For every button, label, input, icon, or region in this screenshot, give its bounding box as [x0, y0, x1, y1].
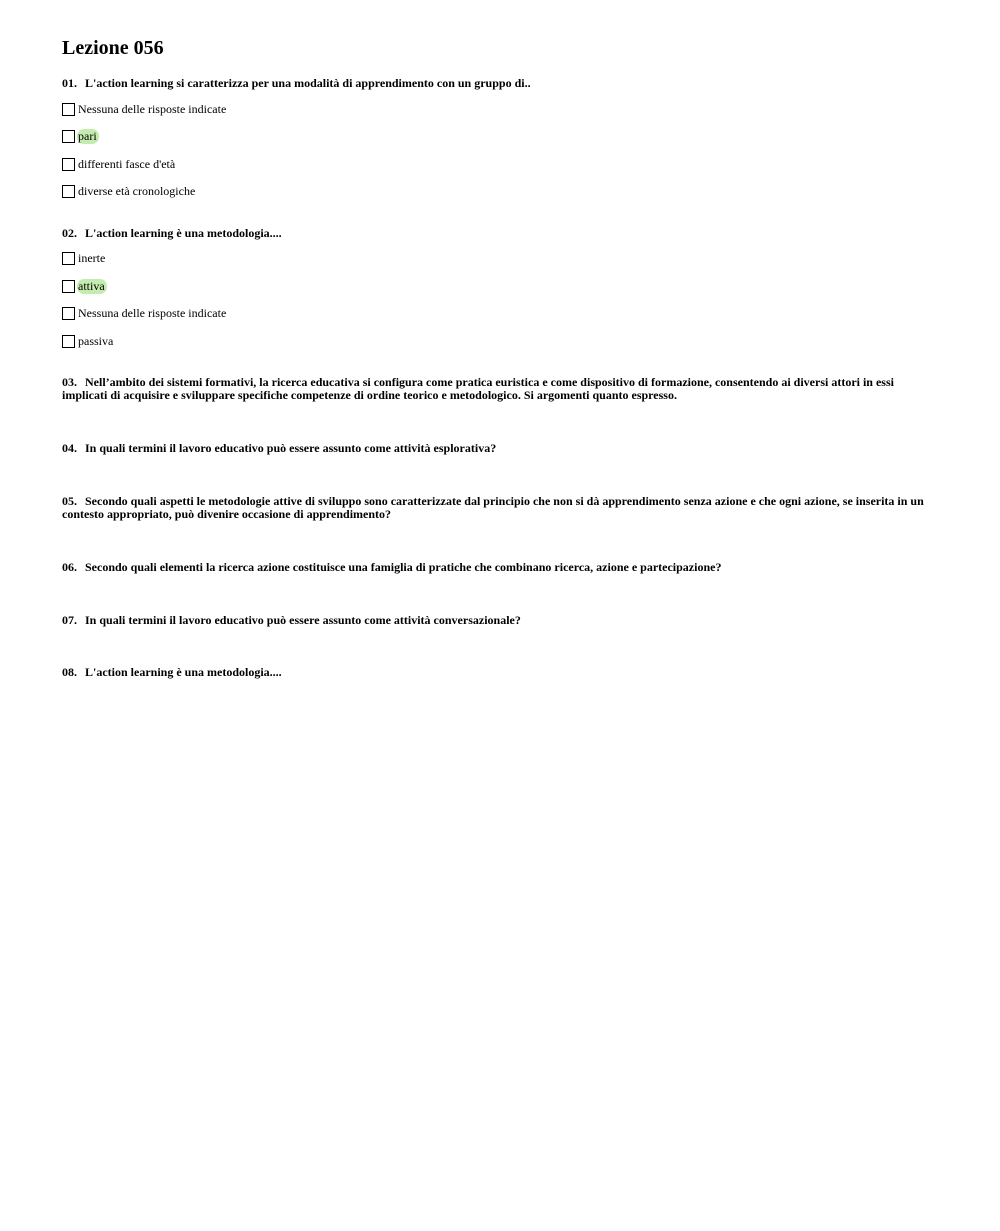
- question-prompt: L'action learning si caratterizza per una modalità di apprendimento con un gruppo di..: [85, 76, 531, 90]
- answer-option[interactable]: [62, 333, 940, 349]
- question-prompt: In quali termini il lavoro educativo può essere assunto come attività conversazionale?: [85, 613, 521, 627]
- page-title: Lezione 056: [62, 37, 164, 59]
- question-prompt: Nell’ambito dei sistemi formativi, la ricerca educativa si configura come pratica euristica e come dispositivo di formazione, consentendo ai diversi attori in essi implicati di acquisire e sviluppare specifiche competenze di ordine teorico e metodologico. Si argomenti quanto espresso.: [62, 375, 894, 402]
- checkbox[interactable]: [62, 307, 75, 320]
- question-text: [62, 495, 940, 521]
- question-prompt: L'action learning è una metodologia....: [85, 225, 282, 240]
- answer-option[interactable]: [62, 129, 940, 145]
- answer-option[interactable]: [62, 278, 940, 294]
- answer-label: Nessuna delle risposte indicate: [78, 101, 227, 116]
- answer-option[interactable]: [62, 251, 940, 267]
- answer-list: [62, 101, 940, 200]
- answer-label: attiva: [78, 278, 105, 293]
- checkbox[interactable]: [62, 130, 75, 143]
- checkbox[interactable]: [62, 185, 75, 198]
- question-01: [62, 77, 940, 200]
- answer-option[interactable]: [62, 101, 940, 117]
- question-text: [62, 227, 940, 240]
- checkbox[interactable]: [62, 158, 75, 171]
- question-text: [62, 442, 940, 455]
- answer-label: pari: [78, 129, 97, 143]
- document-page: [62, 36, 940, 679]
- answer-label: inerte: [78, 251, 106, 265]
- question-text: [62, 666, 940, 679]
- question-prompt: Secondo quali elementi la ricerca azione costituisce una famiglia di pratiche che combinano ricerca, azione e partecipazione?: [85, 560, 722, 574]
- question-number: 01.: [62, 76, 77, 90]
- answer-list: [62, 251, 940, 350]
- question-text: [62, 561, 940, 574]
- checkbox[interactable]: [62, 335, 75, 348]
- question-prompt: Secondo quali aspetti le metodologie attive di sviluppo sono caratterizzate dal principio che non si dà apprendimento senza azione e che ogni azione, se inserita in un contesto appropriato, può divenire occasione di apprendimento?: [62, 494, 924, 521]
- question-text: [62, 376, 940, 402]
- question-number: 05.: [62, 494, 77, 508]
- question-06: [62, 561, 940, 574]
- answer-option[interactable]: [62, 306, 940, 322]
- question-number: 08.: [62, 665, 77, 679]
- question-03: [62, 376, 940, 402]
- question-08: [62, 666, 940, 679]
- question-07: [62, 614, 940, 627]
- question-05: [62, 495, 940, 521]
- checkbox[interactable]: [62, 280, 75, 293]
- question-04: [62, 442, 940, 455]
- question-prompt: In quali termini il lavoro educativo può essere assunto come attività esplorativa?: [85, 441, 497, 455]
- answer-option[interactable]: [62, 184, 940, 200]
- question-number: 04.: [62, 441, 77, 455]
- question-number: 07.: [62, 613, 77, 627]
- question-number: 02.: [62, 225, 77, 240]
- checkbox[interactable]: [62, 103, 75, 116]
- answer-option[interactable]: [62, 156, 940, 172]
- answer-label: Nessuna delle risposte indicate: [78, 306, 227, 320]
- question-text: [62, 614, 940, 627]
- answer-label: passiva: [78, 333, 114, 348]
- question-prompt: L'action learning è una metodologia....: [85, 665, 282, 679]
- question-number: 03.: [62, 375, 77, 389]
- question-02: [62, 227, 940, 350]
- question-number: 06.: [62, 560, 77, 574]
- question-text: [62, 77, 940, 90]
- answer-label: diverse età cronologiche: [78, 184, 196, 198]
- answer-label: differenti fasce d'età: [78, 156, 176, 171]
- checkbox[interactable]: [62, 252, 75, 265]
